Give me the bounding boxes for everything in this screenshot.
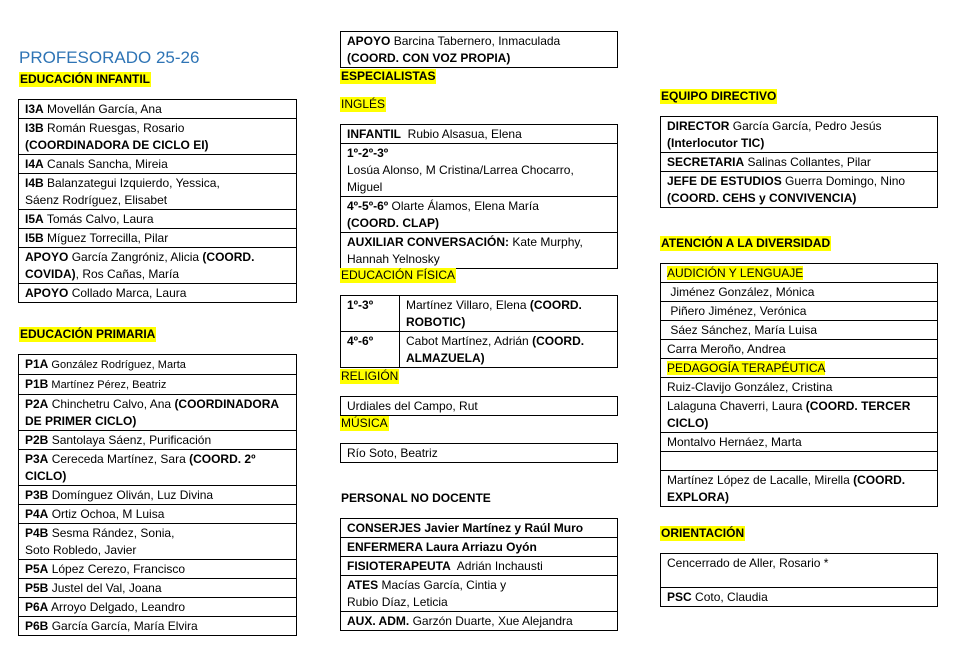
- no-docente-table: [340, 518, 618, 631]
- religion-heading: RELIGIÓN: [341, 369, 399, 383]
- orientacion-heading: ORIENTACIÓN: [661, 526, 745, 540]
- infantil-heading: EDUCACIÓN INFANTIL: [20, 72, 150, 86]
- table-row: Lalaguna Chaverri, Laura (COORD. TERCER CICLO): [661, 397, 938, 433]
- table-row: CONSERJES Javier Martínez y Raúl Muro: [341, 519, 618, 538]
- primaria-heading: EDUCACIÓN PRIMARIA: [20, 327, 156, 341]
- table-row: I4A Canals Sancha, Mireia: [19, 155, 297, 174]
- table-row: SECRETARIA Salinas Collantes, Pilar: [661, 153, 938, 172]
- directivo-table: [660, 116, 938, 208]
- table-row: Cencerrado de Aller, Rosario *: [661, 554, 938, 588]
- table-row: APOYO Barcina Tabernero, Inmaculada (COORD. CON VOZ PROPIA): [341, 32, 618, 68]
- table-row: P4A Ortiz Ochoa, M Luisa: [19, 505, 297, 524]
- table-row: Montalvo Hernáez, Marta: [661, 433, 938, 452]
- table-row: P3B Domínguez Oliván, Luz Divina: [19, 486, 297, 505]
- table-row: APOYO García Zangróniz, Alicia (COORD. COVIDA), Ros Cañas, María: [19, 248, 297, 284]
- table-row: INFANTIL Rubio Alsasua, Elena: [341, 125, 618, 144]
- apoyo-voz-table: [340, 31, 618, 68]
- page-title: PROFESORADO 25-26: [19, 48, 200, 67]
- directivo-heading: EQUIPO DIRECTIVO: [661, 89, 777, 103]
- table-row: I5B Míguez Torrecilla, Pilar: [19, 229, 297, 248]
- pedagogia-terapeutica-heading: PEDAGOGÍA TERAPÉUTICA: [667, 361, 826, 375]
- table-row: Martínez López de Lacalle, Mirella (COORD. EXPLORA): [661, 471, 938, 507]
- table-row: DIRECTOR García García, Pedro Jesús (Interlocutor TIC): [661, 117, 938, 153]
- table-row: Sáez Sánchez, María Luisa: [661, 321, 938, 340]
- table-row: I4B Balanzategui Izquierdo, Yessica, Sáenz Rodríguez, Elisabet: [19, 174, 297, 210]
- table-row: I5A Tomás Calvo, Laura: [19, 210, 297, 229]
- table-row: [661, 359, 938, 378]
- ef-table: [340, 295, 618, 368]
- table-row: P6B García García, María Elvira: [19, 617, 297, 636]
- musica-heading: MÚSICA: [341, 416, 388, 430]
- table-row: P3A Cereceda Martínez, Sara (COORD. 2º CICLO): [19, 450, 297, 486]
- table-row: 1º-2º-3º Losúa Alonso, M Cristina/Larrea Chocarro, Miguel: [341, 144, 618, 197]
- table-row: ATES Macías García, Cintia y Rubio Díaz, Leticia: [341, 576, 618, 612]
- table-row: P1B Martínez Pérez, Beatriz: [19, 375, 297, 395]
- table-row: Río Soto, Beatriz: [341, 444, 618, 463]
- table-row: 4º-5º-6º Olarte Álamos, Elena María (COORD. CLAP): [341, 197, 618, 233]
- table-row: FISIOTERAPEUTA Adrián Inchausti: [341, 557, 618, 576]
- table-row: P5B Justel del Val, Joana: [19, 579, 297, 598]
- table-row: PSC Coto, Claudia: [661, 588, 938, 607]
- table-row: I3B Román Ruesgas, Rosario (COORDINADORA DE CICLO EI): [19, 119, 297, 155]
- audicion-lenguaje-heading: AUDICIÓN Y LENGUAJE: [667, 266, 804, 280]
- table-row: P4B Sesma Rández, Sonia, Soto Robledo, Javier: [19, 524, 297, 560]
- no-docente-heading: PERSONAL NO DOCENTE: [341, 491, 491, 505]
- table-row: Urdiales del Campo, Rut: [341, 397, 618, 416]
- diversidad-table: [660, 263, 938, 507]
- table-row: 1º-3º Martínez Villaro, Elena (COORD. ROBOTIC): [341, 296, 618, 332]
- table-row: Carra Meroño, Andrea: [661, 340, 938, 359]
- table-row: 4º-6º Cabot Martínez, Adrián (COORD. ALMAZUELA): [341, 332, 618, 368]
- table-row: Ruiz-Clavijo González, Cristina: [661, 378, 938, 397]
- table-row: [661, 452, 938, 471]
- orientacion-table: [660, 553, 938, 607]
- table-row: I3A Movellán García, Ana: [19, 100, 297, 119]
- table-row: P2B Santolaya Sáenz, Purificación: [19, 431, 297, 450]
- diversidad-heading: ATENCIÓN A LA DIVERSIDAD: [661, 236, 831, 250]
- table-row: P2A Chinchetru Calvo, Ana (COORDINADORA DE PRIMER CICLO): [19, 395, 297, 431]
- ingles-table: [340, 124, 618, 269]
- table-row: P1A González Rodríguez, Marta: [19, 355, 297, 375]
- primaria-table: [18, 354, 297, 636]
- table-row: P6A Arroyo Delgado, Leandro: [19, 598, 297, 617]
- table-row: [661, 264, 938, 283]
- infantil-table: [18, 99, 297, 303]
- table-row: JEFE DE ESTUDIOS Guerra Domingo, Nino (COORD. CEHS y CONVIVENCIA): [661, 172, 938, 208]
- especialistas-heading: ESPECIALISTAS: [341, 69, 436, 83]
- ef-heading: EDUCACIÓN FÍSICA: [341, 268, 456, 282]
- table-row: P5A López Cerezo, Francisco: [19, 560, 297, 579]
- table-row: Jiménez González, Mónica: [661, 283, 938, 302]
- musica-table: [340, 443, 618, 463]
- table-row: AUX. ADM. Garzón Duarte, Xue Alejandra: [341, 612, 618, 631]
- table-row: AUXILIAR CONVERSACIÓN: Kate Murphy, Hannah Yelnosky: [341, 233, 618, 269]
- table-row: Piñero Jiménez, Verónica: [661, 302, 938, 321]
- table-row: ENFERMERA Laura Arriazu Oyón: [341, 538, 618, 557]
- table-row: APOYO Collado Marca, Laura: [19, 284, 297, 303]
- religion-table: [340, 396, 618, 416]
- ingles-heading: INGLÉS: [341, 97, 386, 111]
